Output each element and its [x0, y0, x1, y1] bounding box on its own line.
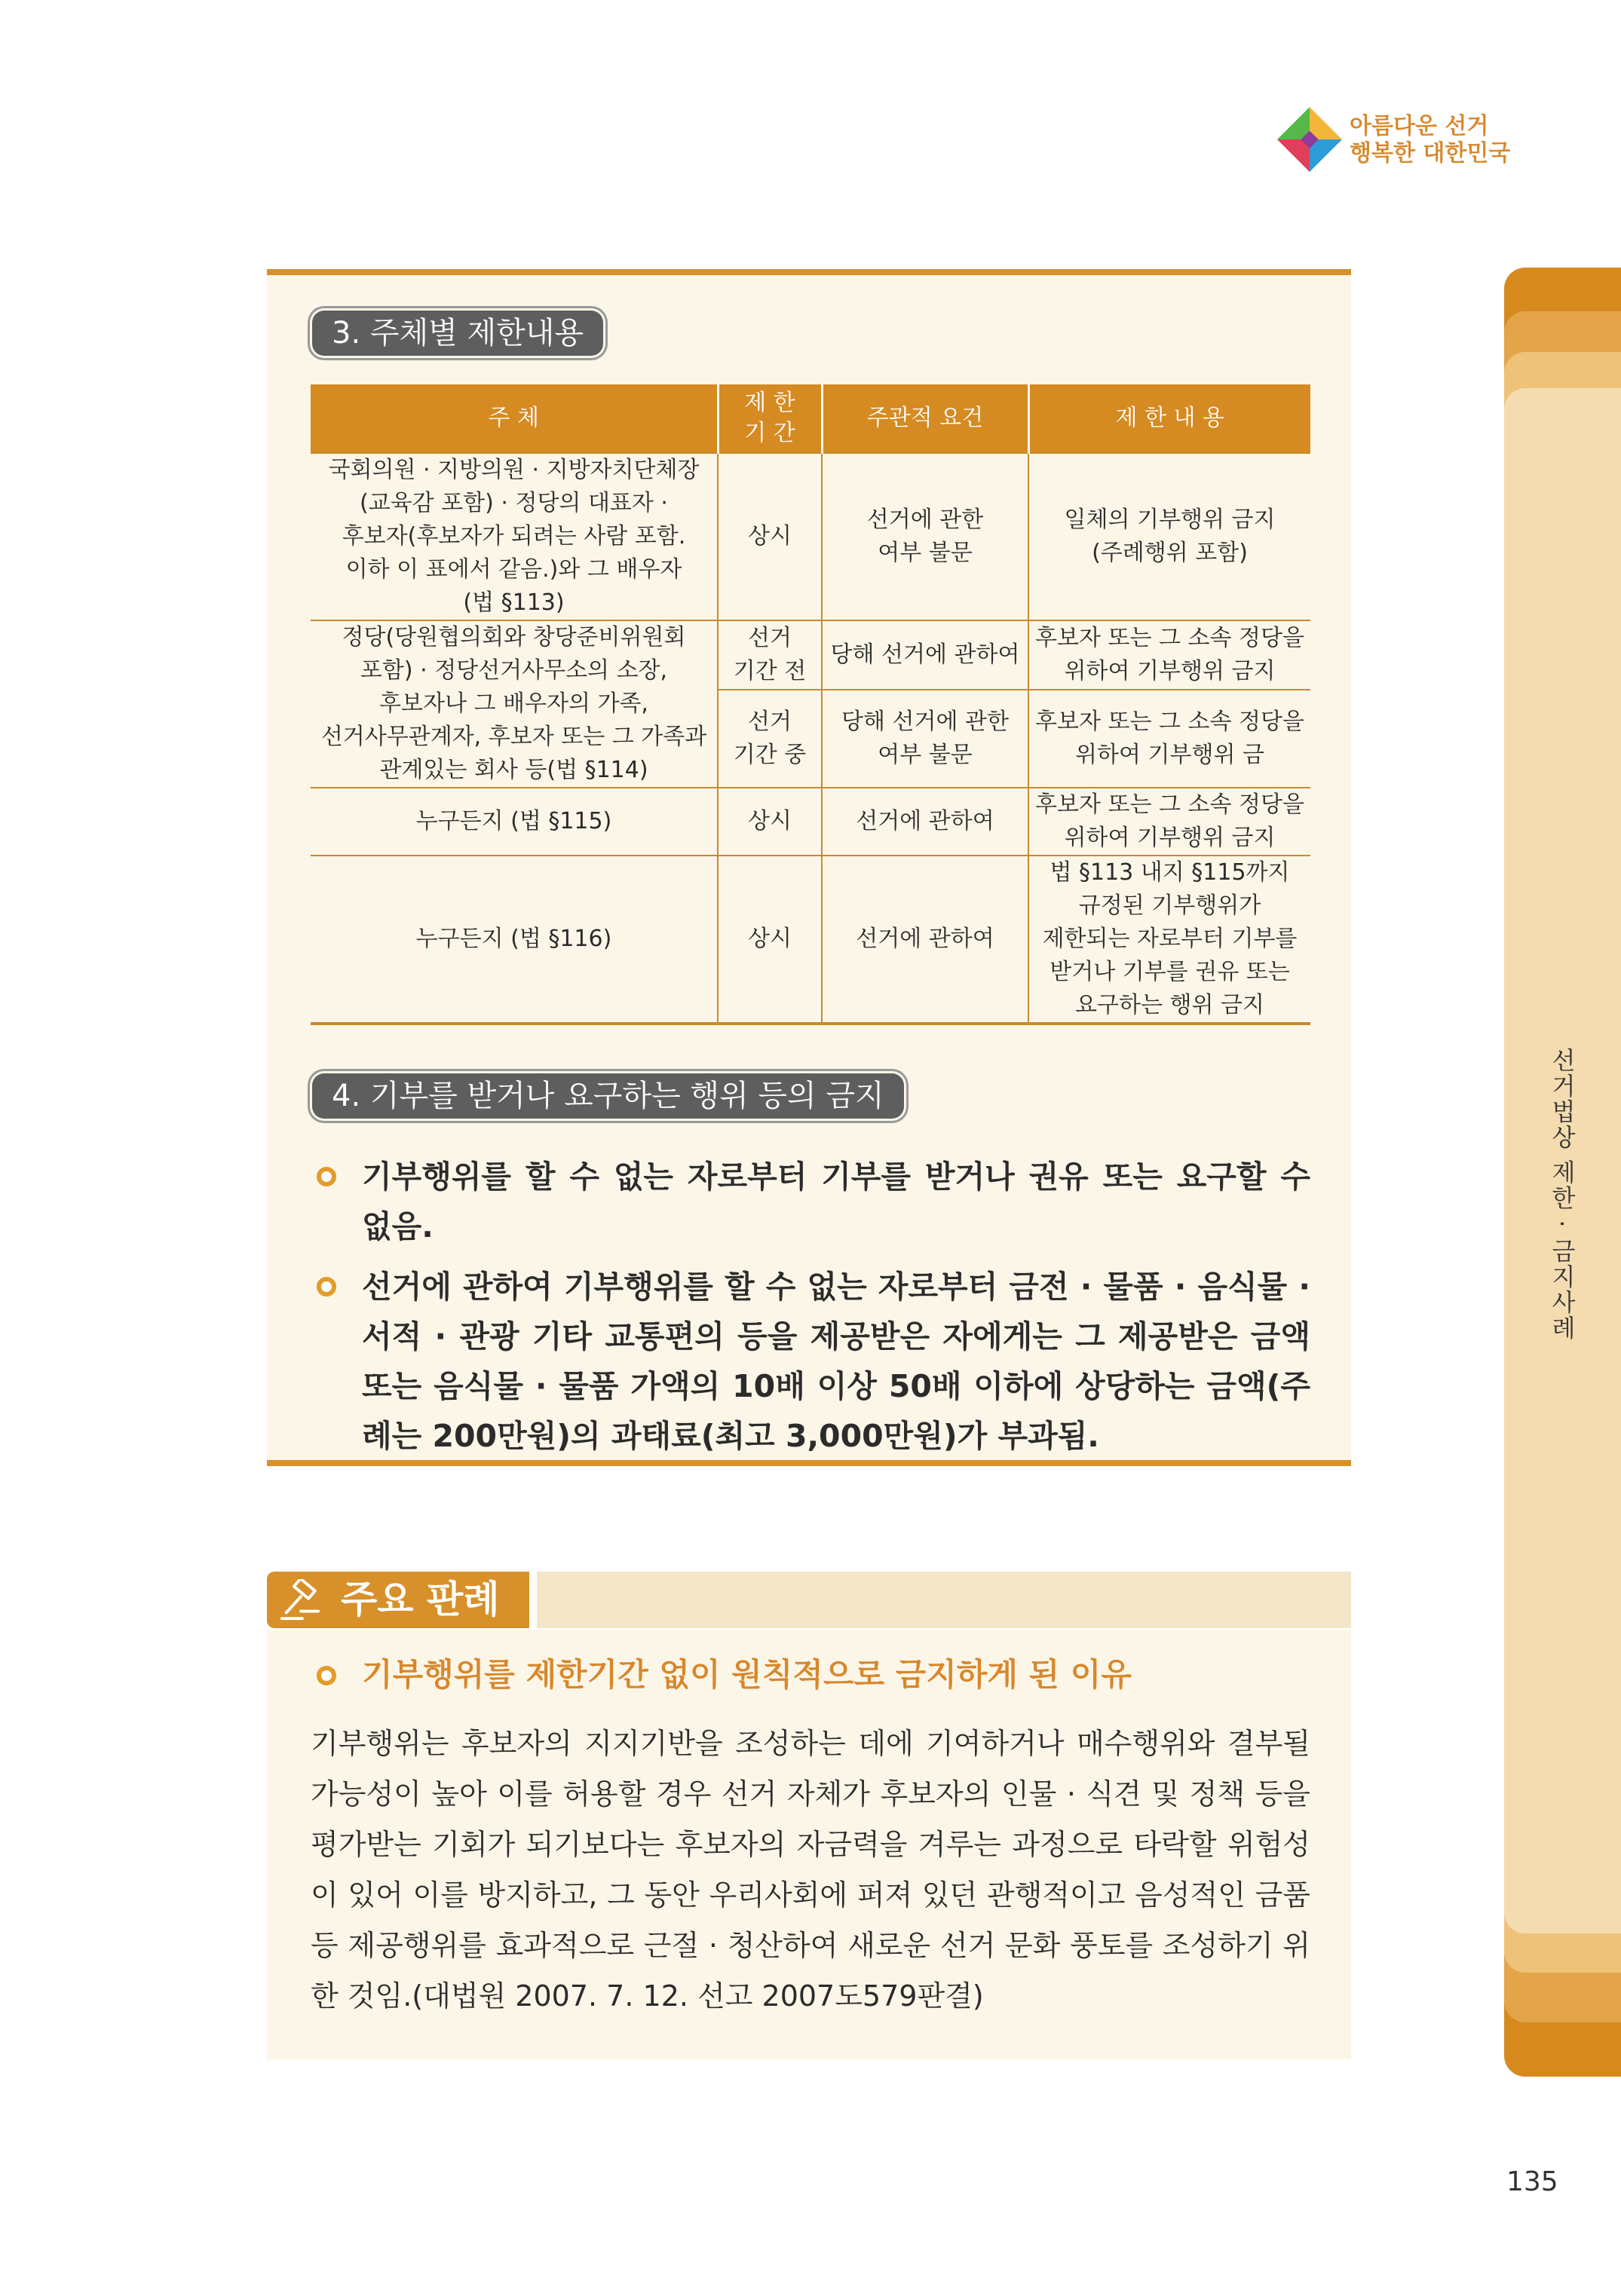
table-row: [311, 856, 1310, 1024]
page-number: 135: [1506, 2166, 1558, 2197]
header-restriction: 제 한 내 용: [1028, 384, 1310, 453]
brand-logo: [1276, 106, 1517, 173]
cases-header: [267, 1572, 1351, 1628]
cell-requirement: 당해 선거에 관하여: [822, 620, 1028, 690]
logo-diamond-icon: [1276, 106, 1344, 173]
header-subject: 주 체: [311, 384, 718, 453]
list-item: [317, 1152, 1310, 1251]
table-row: [311, 620, 1310, 690]
logo-line2: 행복한 대한민국: [1350, 140, 1511, 167]
logo-line1: 아름다운 선거: [1350, 113, 1489, 139]
cases-header-label: [267, 1572, 529, 1628]
chapter-side-label: 선거법상 제한 · 금지사례: [1548, 1048, 1577, 1341]
header-requirement: 주관적 요건: [822, 384, 1028, 453]
header-period-line2: 기 간: [744, 420, 795, 446]
table-row: [311, 788, 1310, 856]
cell-period: 상시: [718, 788, 822, 856]
header-period: [718, 384, 822, 453]
case-heading-text: 기부행위를 제한기간 없이 원칙적으로 금지하게 된 이유: [362, 1656, 1132, 1693]
section4-title: 4. 기부를 받거나 요구하는 행위 등의 금지: [312, 1073, 904, 1119]
cell-restriction: 후보자 또는 그 소속 정당을 위하여 기부행위 금지: [1028, 620, 1310, 690]
table-row: [311, 453, 1310, 620]
cell-period: 선거 기간 전: [718, 620, 822, 690]
gavel-icon: [279, 1579, 323, 1623]
cases-title: 주요 판례: [341, 1578, 500, 1621]
cell-requirement: 선거에 관하여: [822, 856, 1028, 1024]
list-item: [317, 1262, 1310, 1461]
bullet-circle-icon: [317, 1666, 336, 1685]
cell-period: 선거 기간 중: [718, 690, 822, 788]
bullet-text: 선거에 관하여 기부행위를 할 수 없는 자로부터 금전 · 물품 · 음식물 · 서적 · 관광 기타 교통편의 등을 제공받은 자에게는 그 제공받은 금액 또는 음식물 · 물품 가액의 10배 이상 50배 이하에 상당하는 금액(주례는 200만원)의 과태료(최고 3,000만원)가 부과됨.: [362, 1269, 1310, 1454]
cell-restriction: 후보자 또는 그 소속 정당을 위하여 기부행위 금지: [1028, 788, 1310, 856]
restriction-table: [311, 384, 1310, 1025]
cell-subject: 누구든지 (법 §116): [311, 856, 718, 1024]
cell-requirement: 당해 선거에 관한 여부 불문: [822, 690, 1028, 788]
cases-header-strip: [537, 1572, 1351, 1628]
table-header-row: [311, 384, 1310, 453]
section3-title: 3. 주체별 제한내용: [312, 311, 603, 356]
case-body: 기부행위는 후보자의 지지기반을 조성하는 데에 기여하거나 매수행위와 결부될 가능성이 높아 이를 허용할 경우 선거 자체가 후보자의 인물 · 식견 및 정책 등을 평가받는 기회가 되기보다는 후보자의 자금력을 겨루는 과정으로 타락할 위험성이 있어 이를 방지하고, 그 동안 우리사회에 퍼져 있던 관행적이고 음성적인 금품 등 제공행위를 효과적으로 근절 · 청산하여 새로운 선거 문화 풍토를 조성하기 위한 것임.(대법원 2007. 7. 12. 선고 2007도579판결): [311, 1727, 1310, 2013]
section4-bullet-list: [317, 1152, 1310, 1471]
bullet-circle-icon: [317, 1277, 336, 1296]
case-heading: [317, 1652, 1132, 1698]
cell-requirement: 선거에 관하여: [822, 788, 1028, 856]
cell-requirement: 선거에 관한 여부 불문: [822, 453, 1028, 620]
cell-restriction: 일체의 기부행위 금지 (주례행위 포함): [1028, 453, 1310, 620]
cell-period: 상시: [718, 453, 822, 620]
cell-restriction: 법 §113 내지 §115까지 규정된 기부행위가 제한되는 자로부터 기부를 받거나 기부를 권유 또는 요구하는 행위 금지: [1028, 856, 1310, 1024]
cell-subject: 국회의원 · 지방의원 · 지방자치단체장 (교육감 포함) · 정당의 대표자 · 후보자(후보자가 되려는 사람 포함. 이하 이 표에서 같음.)와 그 배우자 (법 §113): [311, 453, 718, 620]
bullet-circle-icon: [317, 1167, 336, 1186]
cell-period: 상시: [718, 856, 822, 1024]
bullet-text: 기부행위를 할 수 없는 자로부터 기부를 받거나 권유 또는 요구할 수 없음.: [362, 1159, 1310, 1244]
cell-restriction: 후보자 또는 그 소속 정당을 위하여 기부행위 금: [1028, 690, 1310, 788]
header-period-line1: 제 한: [744, 390, 795, 416]
cell-subject: 정당(당원협의회와 창당준비위원회 포함) · 정당선거사무소의 소장, 후보자나 그 배우자의 가족, 선거사무관계자, 후보자 또는 그 가족과 관계있는 회사 등(법 §114): [311, 620, 718, 788]
cell-subject: 누구든지 (법 §115): [311, 788, 718, 856]
